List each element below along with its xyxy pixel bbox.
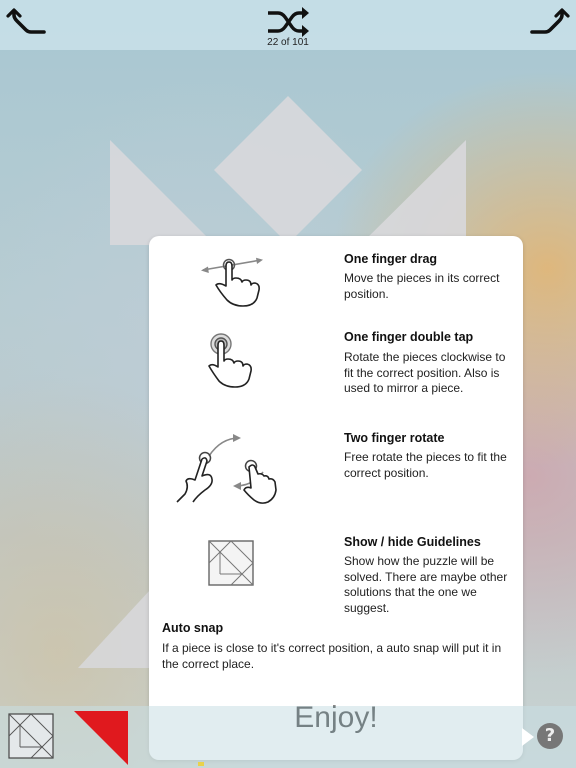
guidelines-toggle-icon[interactable] bbox=[8, 713, 54, 759]
auto-snap-description: If a piece is close to it's correct position, a auto snap will put it in the correct place. bbox=[162, 641, 502, 671]
scroll-hint-icon bbox=[522, 728, 534, 746]
active-tangram-piece[interactable] bbox=[74, 711, 128, 765]
silhouette-square bbox=[214, 96, 362, 244]
help-icon[interactable]: ? bbox=[537, 723, 563, 749]
help-item-title: One finger double tap bbox=[344, 330, 474, 344]
help-item-title: One finger drag bbox=[344, 252, 438, 266]
double-tap-gesture-icon bbox=[207, 332, 263, 390]
puzzle-counter: 22 of 101 bbox=[267, 37, 309, 48]
help-item-description: Move the pieces in its correct position. bbox=[344, 271, 500, 301]
piece-fragment bbox=[198, 762, 204, 766]
help-overlay[interactable] bbox=[149, 236, 523, 760]
silhouette-left-triangle bbox=[110, 140, 215, 245]
prev-puzzle-icon[interactable] bbox=[4, 6, 46, 40]
guidelines-icon bbox=[207, 539, 255, 587]
help-item-title: Two finger rotate bbox=[344, 431, 445, 445]
help-item-description: Show how the puzzle will be solved. There are maybe other solutions that the one we suggest. bbox=[344, 554, 508, 615]
silhouette-bottom-left-triangle bbox=[78, 590, 150, 668]
help-item-description: Rotate the pieces clockwise to fit the correct position. Also is used to mirror a piece. bbox=[344, 350, 506, 395]
next-puzzle-icon[interactable] bbox=[530, 6, 572, 40]
rotate-gesture-icon bbox=[169, 432, 293, 508]
silhouette-right-triangle bbox=[360, 140, 466, 245]
help-item-description: Free rotate the pieces to fit the correct position. bbox=[344, 450, 507, 480]
drag-gesture-icon bbox=[199, 254, 271, 310]
shuffle-icon[interactable] bbox=[266, 6, 310, 38]
help-item-title: Show / hide Guidelines bbox=[344, 535, 481, 549]
auto-snap-title: Auto snap bbox=[162, 621, 224, 635]
